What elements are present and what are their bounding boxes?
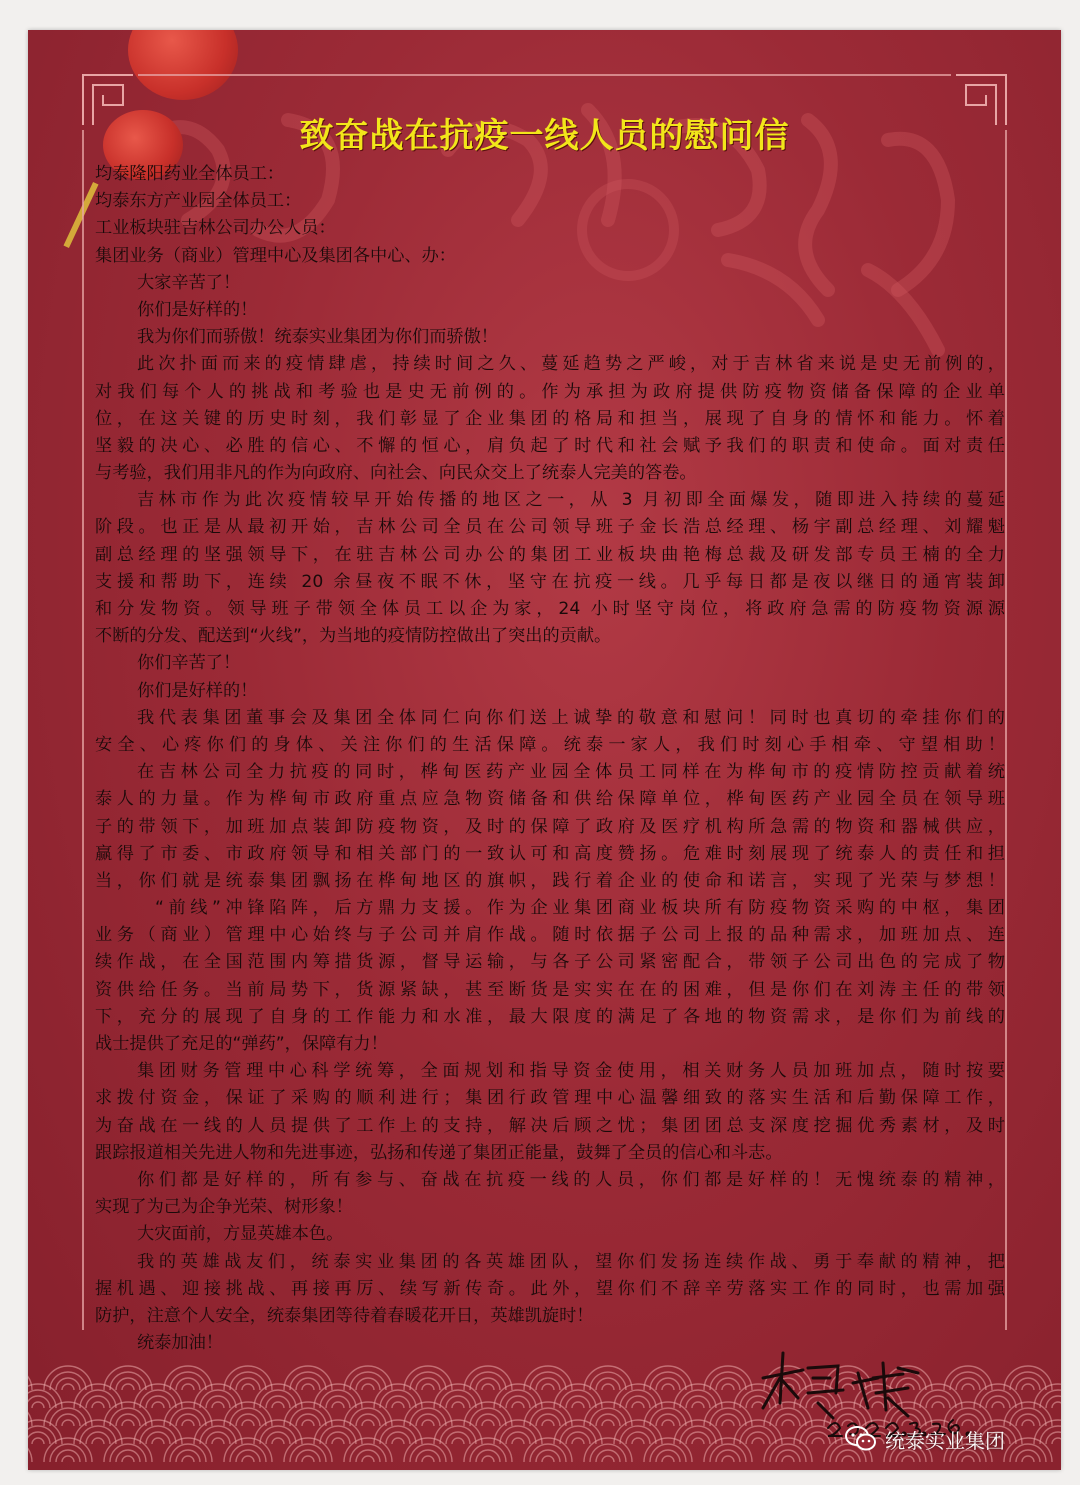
wave-arc (770, 1444, 806, 1462)
letter-line: 你们是好样的！ (137, 680, 258, 701)
letter-line: 安全、心疼你们的身体、关注你们的生活保障。统泰一家人，我们时刻心手相牵、守望相助！ (95, 734, 1005, 755)
letter-line: 不断的分发、配送到“火线”，为当地的疫情防控做出了突出的贡献。 (95, 626, 612, 647)
wave-arc (542, 1384, 554, 1390)
letter-title: 致奋战在抗疫一线人员的慰问信 (299, 116, 790, 156)
wave-arc (182, 1420, 194, 1426)
wave-arc (350, 1444, 386, 1462)
wave-arc (50, 1372, 86, 1390)
wave-arc (350, 1408, 386, 1426)
wave-arc (722, 1420, 734, 1426)
letter-line: 赢得了市委、市政府领导和相关部门的一致认可和高度赞扬。危难时刻展现了统泰人的责任和担 (95, 843, 1005, 864)
wave-arc (962, 1456, 974, 1462)
letter-line: 工业板块驻吉林公司办公人员： (95, 218, 336, 239)
letter-line: 与考验，我们用非凡的作为向政府、向社会、向民众交上了统泰人完美的答卷。 (95, 463, 697, 484)
wave-arc (500, 1426, 536, 1444)
wave-arc (362, 1420, 374, 1426)
wave-arc (980, 1390, 1016, 1408)
wave-arc (32, 1438, 44, 1444)
wave-arc (1022, 1456, 1034, 1462)
wave-arc (452, 1402, 464, 1408)
letter-sheet (28, 30, 1061, 1470)
wave-arc (80, 1426, 116, 1444)
letter-line: 均泰东方产业园全体员工： (95, 191, 302, 212)
wave-arc (470, 1372, 506, 1390)
wave-arc (170, 1408, 206, 1426)
letter-line: 为奋战在一线的人员提供了工作上的支持，解决后顾之忧；集团团总支深度挖掘优秀素材，及时 (95, 1115, 1005, 1136)
wave-arc (212, 1438, 224, 1444)
wave-arc (320, 1426, 356, 1444)
wave-arc (452, 1438, 464, 1444)
wave-arc (200, 1426, 236, 1444)
wave-arc (752, 1438, 764, 1444)
wave-arc (260, 1390, 296, 1408)
wave-arc (80, 1390, 116, 1408)
wave-arc (32, 1402, 44, 1408)
letter-line: 握机遇、迎接挑战、再接再厉、续写新传奇。此外，望你们不辞辛劳落实工作的同时，也需加强 (95, 1278, 1005, 1299)
wave-arc (362, 1384, 374, 1390)
wave-arc (332, 1402, 344, 1408)
wave-arc (482, 1456, 494, 1462)
wave-arc (470, 1444, 506, 1462)
letter-line: 战士提供了充足的“弹药”，保障有力！ (95, 1034, 388, 1054)
wave-arc (512, 1438, 524, 1444)
letter-line: 实现了为己为企争光荣、树形象！ (95, 1197, 353, 1218)
wave-arc (62, 1456, 74, 1462)
letter-line: 你们是好样的！ (137, 299, 258, 320)
wave-arc (122, 1420, 134, 1426)
wave-arc (440, 1426, 476, 1444)
letter-line: 跟踪报道相关先进人物和先进事迹，弘扬和传递了集团正能量，鼓舞了全员的信心和斗志。 (95, 1142, 783, 1163)
wave-arc (650, 1408, 686, 1426)
wave-arc (902, 1456, 914, 1462)
wave-arc (722, 1384, 734, 1390)
letter-line: 资供给任务。当前局势下，货源紧缺，甚至断货是实实在在的困难，但是你们在刘涛主任的带领 (95, 979, 1005, 1000)
wave-arc (230, 1408, 266, 1426)
wave-arc (182, 1384, 194, 1390)
wave-arc (110, 1444, 146, 1462)
letter-line: 阶段。也正是从最初开始，吉林公司全员在公司领导班子金长浩总经理、杨宇副总经理、刘耀魁 (95, 517, 1005, 538)
wave-arc (692, 1402, 704, 1408)
letter-line: 和分发物资。领导班子带领全体员工以企为家，24 小时坚守岗位，将政府急需的防疫物资源源 (95, 599, 1005, 619)
letter-line: 续作战，在全国范围内筹措货源，督导运输，与各子公司紧密配合，带领子公司出色的完成了物 (95, 952, 1005, 973)
wave-arc (332, 1438, 344, 1444)
wave-arc (230, 1372, 266, 1390)
wave-arc (182, 1456, 194, 1462)
letter-line: 当，你们就是统泰集团飘扬在桦甸地区的旗帜，践行着企业的使命和诺言，实现了光荣与梦想！ (95, 870, 1005, 891)
letter-line: 位，在这关键的历史时刻，我们彰显了企业集团的格局和担当，展现了自身的情怀和能力。怀着 (95, 408, 1005, 429)
wave-arc (212, 1402, 224, 1408)
wave-arc (620, 1390, 656, 1408)
wave-arc (230, 1444, 266, 1462)
wave-arc (242, 1384, 254, 1390)
letter-line: 集团业务（商业）管理中心及集团各中心、办： (95, 245, 456, 266)
wave-arc (560, 1390, 596, 1408)
wave-arc (242, 1420, 254, 1426)
wave-arc (662, 1456, 674, 1462)
wave-arc (782, 1456, 794, 1462)
letter-line: 泰人的力量。作为桦甸市政府重点应急物资储备和供给保障单位，桦甸医药产业园全员在领导班 (95, 789, 1005, 810)
wave-arc (680, 1426, 716, 1444)
letter-line: 你们都是好样的，所有参与、奋战在抗疫一线的人员，你们都是好样的！无愧统泰的精神， (137, 1169, 1005, 1190)
wave-arc (1022, 1420, 1034, 1426)
wave-arc (662, 1384, 674, 1390)
letter-line: 此次扑面而来的疫情肆虐，持续时间之久、蔓延趋势之严峻，对于吉林省来说是史无前例的， (137, 354, 1005, 375)
wave-arc (500, 1390, 536, 1408)
wave-arc (302, 1420, 314, 1426)
wave-arc (422, 1456, 434, 1462)
wave-arc (152, 1438, 164, 1444)
wave-arc (590, 1372, 626, 1390)
wave-arc (362, 1456, 374, 1462)
wechat-icon (845, 1425, 877, 1453)
letter-line: 防护，注意个人安全，统泰集团等待着春暖花开日，英雄凯旋时！ (95, 1305, 594, 1326)
letter-line: 支援和帮助下，连续 20 余昼夜不眠不休，坚守在抗疫一线。几乎每日都是夜以继日的通宵装卸 (95, 571, 1005, 592)
wave-arc (380, 1426, 416, 1444)
wave-arc (482, 1384, 494, 1390)
letter-line: 副总经理的坚强领导下，在驻吉林公司办公的集团工业板块曲艳梅总裁及研发部专员王楠的全力 (95, 544, 1005, 565)
wave-arc (110, 1408, 146, 1426)
letter-line: 统泰加油！ (137, 1333, 223, 1354)
wave-arc (110, 1372, 146, 1390)
letter-line: 大灾面前，方显英雄本色。 (137, 1224, 344, 1245)
letter-line: 均泰隆阳药业全体员工： (95, 164, 285, 184)
wave-arc (590, 1408, 626, 1426)
wave-arc (1052, 1402, 1061, 1408)
wave-arc (1022, 1384, 1034, 1390)
wave-arc (602, 1420, 614, 1426)
wave-arc (602, 1384, 614, 1390)
wave-arc (710, 1408, 746, 1426)
letter-line: 对我们每个人的挑战和考验也是史无前例的。作为承担为政府提供防疫物资储备保障的企业单 (95, 381, 1005, 402)
wave-arc (200, 1390, 236, 1408)
wave-arc (62, 1384, 74, 1390)
wave-arc (422, 1420, 434, 1426)
letter-line: 集团财务管理中心科学统筹，全面规划和指导资金使用，相关财务人员加班加点，随时按要 (137, 1061, 1005, 1082)
wave-arc (440, 1390, 476, 1408)
wave-arc (992, 1402, 1004, 1408)
wave-arc (50, 1444, 86, 1462)
wave-arc (680, 1390, 716, 1408)
wave-arc (290, 1444, 326, 1462)
wave-arc (722, 1456, 734, 1462)
wave-arc (28, 1438, 32, 1462)
wave-arc (650, 1372, 686, 1390)
wechat-watermark (845, 1422, 1005, 1456)
letter-line: 吉林市作为此次疫情较早开始传播的地区之一，从 3 月初即全面爆发，随即进入持续的蔓延 (137, 490, 1005, 511)
wave-arc (50, 1408, 86, 1426)
wave-arc (662, 1420, 674, 1426)
wave-arc (530, 1372, 566, 1390)
wave-arc (380, 1390, 416, 1408)
letter-line: 我代表集团董事会及集团全体同仁向你们送上诚挚的敬意和慰问！同时也真切的牵挂你们的 (137, 707, 1005, 728)
wave-arc (272, 1438, 284, 1444)
letter-line: 我的英雄战友们，统泰实业集团的各英雄团队，望你们发扬连续作战、勇于奉献的精神，把 (137, 1251, 1005, 1272)
letter-line: 下，充分的展现了自身的工作能力和水准，最大限度的满足了各地的物资需求，是你们为前线的 (95, 1006, 1005, 1027)
wave-arc (542, 1420, 554, 1426)
wave-arc (692, 1438, 704, 1444)
wave-arc (590, 1444, 626, 1462)
wave-arc (842, 1456, 854, 1462)
wave-arc (260, 1426, 296, 1444)
letter-line: 在吉林公司全力抗疫的同时，桦甸医药产业园全体员工同样在为桦甸市的疫情防控贡献着统 (137, 762, 1005, 783)
wave-arc (290, 1372, 326, 1390)
wave-arc (140, 1390, 176, 1408)
wave-arc (122, 1384, 134, 1390)
letter-line: 子的带领下，加班加点装卸防疫物资，及时的保障了政府及医疗机构所急需的物资和器械供应， (95, 816, 1005, 837)
wave-arc (632, 1438, 644, 1444)
wave-arc (620, 1426, 656, 1444)
letter-line: 坚毅的决心、必胜的信心、不懈的恒心，肩负起了时代和社会赋予我们的职责和使命。面对责任 (95, 435, 1005, 456)
wave-arc (602, 1456, 614, 1462)
wave-arc (290, 1408, 326, 1426)
wave-arc (92, 1438, 104, 1444)
letter-line: 我为你们而骄傲！统泰实业集团为你们而骄傲！ (137, 327, 498, 348)
wave-arc (1052, 1438, 1061, 1444)
letter-line: 大家辛苦了！ (137, 272, 241, 293)
wave-arc (542, 1456, 554, 1462)
wave-arc (350, 1372, 386, 1390)
wave-arc (710, 1444, 746, 1462)
wave-arc (410, 1372, 446, 1390)
letter-line: 你们辛苦了！ (137, 653, 241, 674)
wave-arc (122, 1456, 134, 1462)
letter-line: 求拨付资金，保证了采购的顺利进行；集团行政管理中心温馨细致的落实生活和后勤保障工作， (95, 1088, 1005, 1109)
wave-arc (302, 1456, 314, 1462)
wave-arc (92, 1402, 104, 1408)
wave-arc (302, 1384, 314, 1390)
wave-arc (650, 1444, 686, 1462)
wave-arc (272, 1402, 284, 1408)
letter-body (95, 161, 1005, 1357)
wave-arc (392, 1438, 404, 1444)
wave-arc (530, 1408, 566, 1426)
wave-arc (62, 1420, 74, 1426)
wave-arc (482, 1420, 494, 1426)
wave-arc (572, 1402, 584, 1408)
watermark-label: 统泰实业集团 (885, 1428, 1005, 1453)
wave-arc (560, 1426, 596, 1444)
wave-arc (1010, 1372, 1046, 1390)
wave-arc (572, 1438, 584, 1444)
wave-arc (392, 1402, 404, 1408)
wave-arc (422, 1384, 434, 1390)
wave-arc (170, 1372, 206, 1390)
wave-arc (170, 1444, 206, 1462)
wave-arc (152, 1402, 164, 1408)
wave-arc (1010, 1408, 1046, 1426)
wave-arc (812, 1438, 824, 1444)
wave-arc (632, 1402, 644, 1408)
letter-line: 业务（商业）管理中心始终与子公司并肩作战。随时依据子公司上报的品种需求，加班加点、连 (95, 925, 1005, 946)
wave-arc (140, 1426, 176, 1444)
wave-arc (530, 1444, 566, 1462)
letter-line: “前线”冲锋陷阵，后方鼎力支援。作为企业集团商业板块所有防疫物资采购的中枢，集团 (155, 898, 1005, 919)
wave-arc (242, 1456, 254, 1462)
wave-arc (470, 1408, 506, 1426)
wave-arc (410, 1408, 446, 1426)
wave-arc (410, 1444, 446, 1462)
wave-arc (512, 1402, 524, 1408)
wave-arc (320, 1390, 356, 1408)
wave-arc (710, 1372, 746, 1390)
wave-arc (1010, 1444, 1046, 1462)
